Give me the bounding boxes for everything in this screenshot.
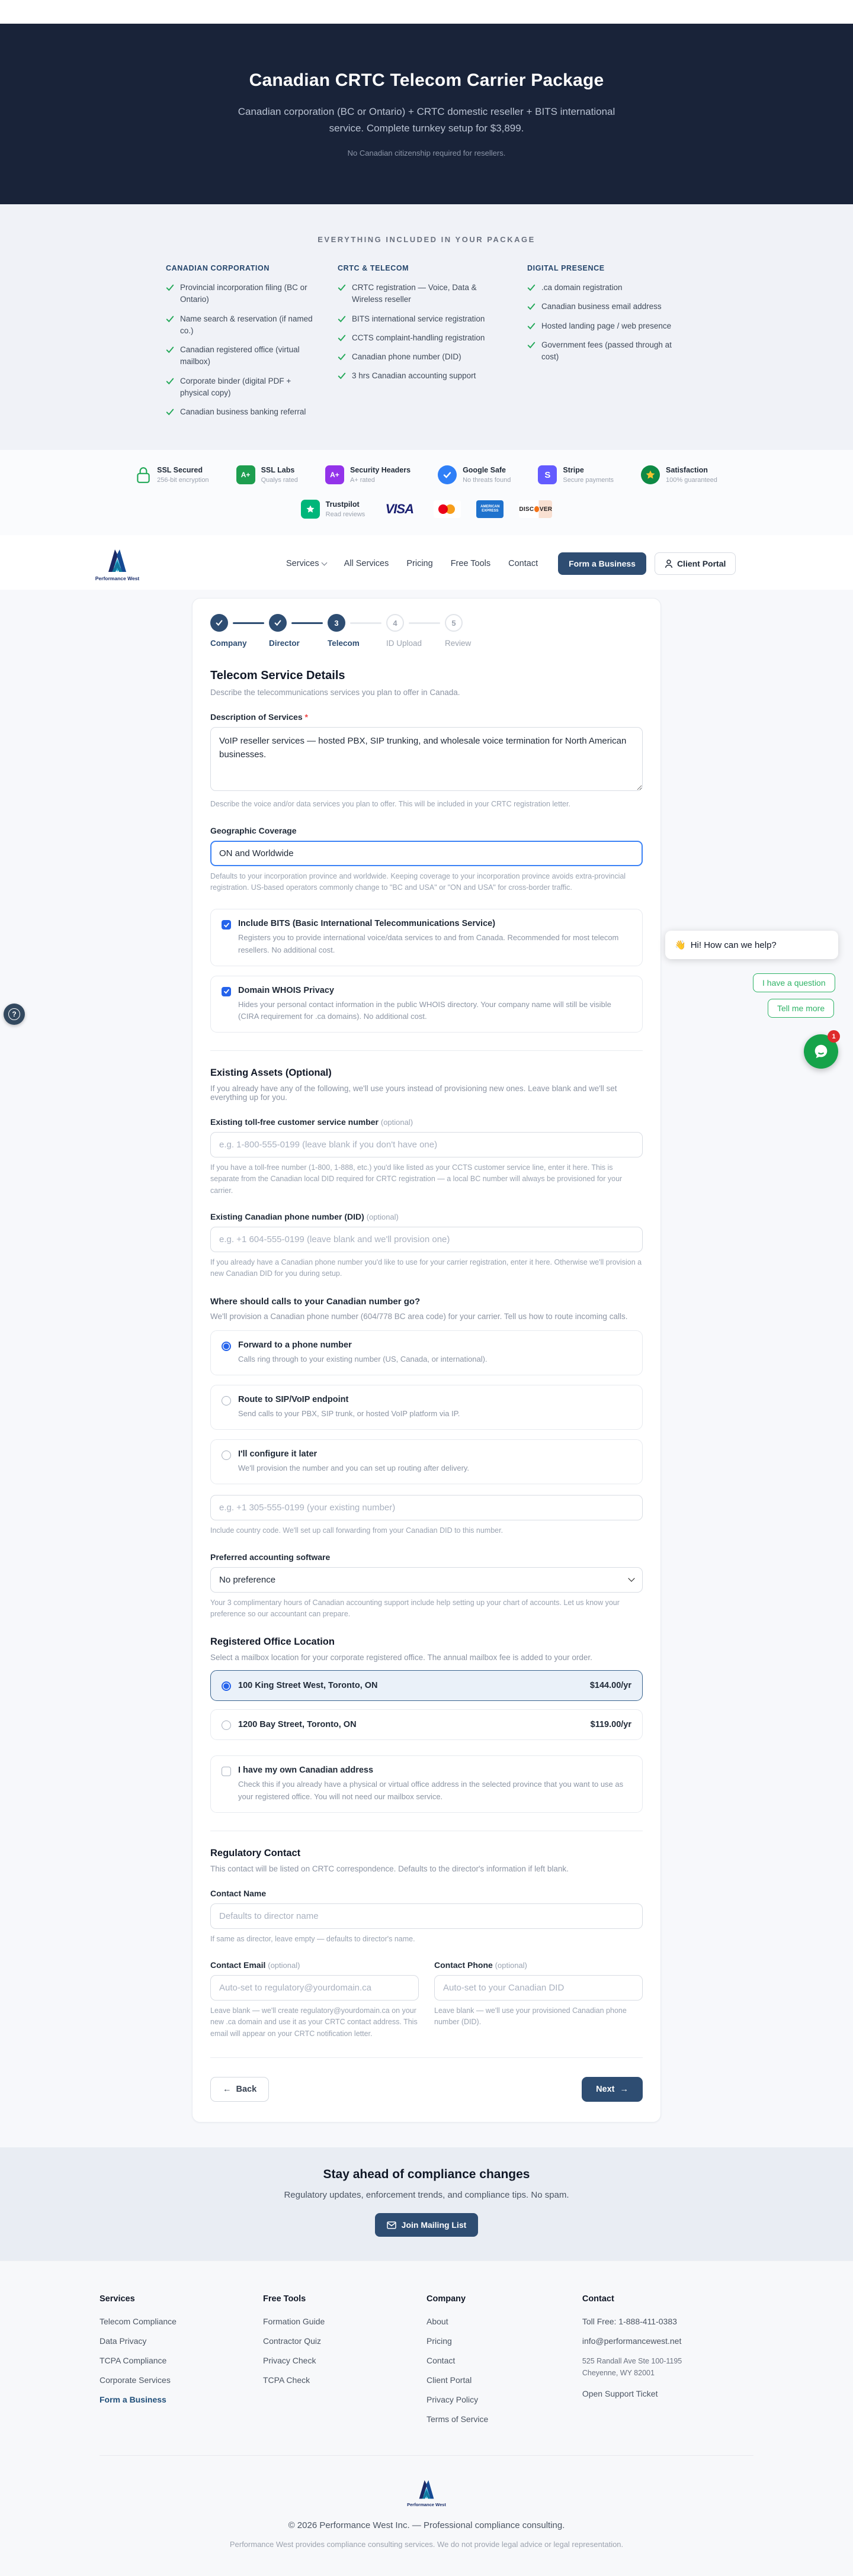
package-item: Canadian business email address [527, 301, 687, 313]
did-label: Existing Canadian phone number (DID) (optional) [210, 1212, 399, 1222]
contact-phone-input[interactable] [434, 1975, 643, 2001]
forward-number-input[interactable] [210, 1495, 643, 1520]
included-column-corporation: CANADIAN CORPORATION Provincial incorporation filing (BC or Ontario) Name search & reservation (if named co.) Canadian registered office (virtual mailbox) Corporate binder (digital PDF + physical copy) Canadian business banking referral [166, 264, 314, 425]
footer-link-form-a-business[interactable]: Form a Business [100, 2395, 166, 2405]
footer-email-link[interactable]: info@performancewest.net [582, 2336, 682, 2346]
helper-text: If you have a toll-free number (1-800, 1-888, etc.) you'd like listed as your CCTS customer service line, enter it here. This is separate from the Canadian local DID required for CRTC registration — a local BC number will always be provisioned for your carrier. [210, 1163, 623, 1195]
radio-unselected-icon[interactable] [222, 1396, 231, 1406]
routing-option-sip[interactable]: Route to SIP/VoIP endpoint Send calls to your PBX, SIP trunk, or hosted VoIP platform via IP. [210, 1385, 643, 1430]
nav-free-tools[interactable]: Free Tools [450, 559, 491, 569]
trust-badges-section [0, 450, 853, 535]
radio-unselected-icon[interactable] [222, 1720, 231, 1730]
footer-link[interactable]: Corporate Services [100, 2375, 171, 2385]
footer-link[interactable]: Client Portal [426, 2375, 472, 2385]
package-item: Canadian business banking referral [166, 406, 314, 418]
footer-link[interactable]: Contact [426, 2356, 456, 2366]
contact-email-input[interactable] [210, 1975, 419, 2001]
top-navbar [0, 535, 853, 590]
tollfree-input[interactable] [210, 1132, 643, 1157]
form-a-business-button[interactable]: Form a Business [558, 552, 646, 575]
helper-text: Defaults to your incorporation province and worldwide. Keeping coverage to your incorporation province avoids extra-provincial registration. US-based operators commonly change to "BC and USA" or "ON and USA" for cross-border traffic. [210, 871, 626, 892]
radio-selected-icon[interactable] [222, 1681, 231, 1691]
nav-all-services[interactable]: All Services [344, 559, 389, 569]
footer-column-company: Company About Pricing Contact Client Portal Privacy Policy Terms of Service [426, 2294, 582, 2434]
discover-circle-icon [534, 506, 538, 512]
client-portal-button[interactable]: Client Portal [655, 552, 736, 575]
package-item: Canadian phone number (DID) [338, 351, 504, 363]
office-subtitle: Select a mailbox location for your corporate registered office. The annual mailbox fee is added to your order. [210, 1653, 592, 1662]
accounting-label: Preferred accounting software [210, 1552, 331, 1562]
footer-column-contact: Contact Toll Free: 1-888-411-0383 info@performancewest.net 525 Randall Ave Ste 100-1195 Cheyenne, WY 82001 Open Support Ticket [582, 2294, 753, 2434]
amex-logo: AMERICAN EXPRESS [476, 500, 504, 518]
assets-subtitle: If you already have any of the following, we'll use yours instead of provisioning new ones. Leave blank and we'll set everything up for you. [210, 1083, 617, 1102]
package-item: Corporate binder (digital PDF + physical copy) [166, 375, 314, 400]
required-asterisk: * [304, 712, 308, 722]
regulatory-subtitle: This contact will be listed on CRTC correspondence. Defaults to the director's information if left blank. [210, 1864, 569, 1873]
routing-title: Where should calls to your Canadian number go? [210, 1296, 421, 1307]
office-title: Registered Office Location [210, 1636, 335, 1648]
checkbox-checked-icon[interactable] [222, 987, 231, 996]
mailing-list-cta [0, 2147, 853, 2260]
performance-west-logo-icon [104, 546, 131, 574]
hero-note: No Canadian citizenship required for resellers. [347, 149, 506, 158]
divider [210, 1050, 643, 1051]
footer-link[interactable]: Privacy Check [263, 2356, 316, 2366]
step-number: 4 [386, 614, 404, 632]
brand-logo[interactable]: Performance West [100, 546, 135, 581]
visa-logo: VISA [385, 501, 413, 517]
office-price: $119.00/yr [590, 1720, 631, 1730]
footer-copyright: © 2026 Performance West Inc. — Professional compliance consulting. [288, 2520, 565, 2531]
check-icon [527, 341, 535, 349]
helper-text: Leave blank — we'll create regulatory@yourdomain.ca on your new .ca domain and use it as your CRTC contact address. This email will appear on your CRTC notification letter. [210, 2006, 418, 2038]
contact-email-label: Contact Email (optional) [210, 1960, 300, 1970]
helper-text: Leave blank — we'll use your provisioned Canadian phone number (DID). [434, 2006, 627, 2027]
radio-selected-icon[interactable] [222, 1342, 231, 1351]
office-option-bay-street[interactable]: 1200 Bay Street, Toronto, ON $119.00/yr [210, 1709, 643, 1740]
package-item: BITS international service registration [338, 313, 504, 325]
check-icon [166, 377, 174, 385]
bits-option-card[interactable]: Include BITS (Basic International Telecommunications Service) Registers you to provide international voice/data services to and from Canada. Recommended for most telecom resellers. No additional cost. [210, 909, 643, 966]
mastercard-logo [434, 500, 461, 518]
question-mark-icon: ? [8, 1008, 20, 1020]
routing-subtitle: We'll provision a Canadian phone number (604/778 BC area code) for your carrier. Tell us how to route incoming calls. [210, 1311, 628, 1321]
next-button[interactable]: Next → [582, 2077, 643, 2102]
description-label: Description of Services * [210, 712, 308, 722]
contact-phone-label: Contact Phone (optional) [434, 1960, 527, 1970]
chevron-down-icon [321, 560, 327, 566]
regulatory-title: Regulatory Contact [210, 1847, 301, 1858]
arrow-right-icon: → [620, 2085, 628, 2095]
mail-icon [387, 2221, 396, 2229]
package-item: Name search & reservation (if named co.) [166, 313, 314, 337]
check-icon [338, 353, 346, 361]
form-subtitle: Describe the telecommunications services you plan to offer in Canada. [210, 688, 460, 697]
badge-ssl-labs: A+ SSL Labs Qualys rated [236, 465, 298, 484]
check-icon [338, 372, 346, 380]
step-number: 3 [328, 614, 345, 632]
badge-stripe: S Stripe Secure payments [538, 465, 614, 484]
footer-column-services: Services Telecom Compliance Data Privacy TCPA Compliance Corporate Services Form a Business [100, 2294, 263, 2434]
ssl-labs-icon: A+ [236, 465, 255, 484]
badge-security-headers: A+ Security Headers A+ rated [325, 465, 411, 484]
footer-link[interactable]: Data Privacy [100, 2336, 147, 2346]
shield-check-icon [438, 465, 457, 484]
arrow-left-icon: ← [223, 2085, 232, 2095]
step-id-upload[interactable]: 4 ID Upload [386, 614, 445, 648]
wave-emoji-icon: 👋 [675, 940, 686, 950]
contact-name-input[interactable] [210, 1903, 643, 1929]
star-icon [641, 465, 660, 484]
badge-google-safe: Google Safe No threats found [438, 465, 511, 484]
helper-text: If you already have a Canadian phone number you'd like to use for your carrier registration, enter it here. Otherwise we'll provision a new Canadian DID for you during setup. [210, 1258, 642, 1278]
checkbox-unchecked-icon[interactable] [222, 1767, 231, 1776]
own-address-card[interactable]: I have my own Canadian address Check this if you already have a physical or virtual office address in the selected province that you want to use as your registered office. You will not need our mailbox service. [210, 1755, 643, 1812]
description-textarea[interactable] [210, 727, 643, 791]
check-icon [527, 284, 535, 292]
assets-title: Existing Assets (Optional) [210, 1067, 332, 1078]
page-title: Canadian CRTC Telecom Carrier Package [249, 70, 604, 90]
radio-unselected-icon[interactable] [222, 1451, 231, 1460]
checkbox-checked-icon[interactable] [222, 920, 231, 930]
wizard-stepper [210, 614, 643, 648]
footer-logo: Performance West [407, 2477, 446, 2507]
package-item: Canadian registered office (virtual mailbox) [166, 344, 314, 368]
check-icon [338, 315, 346, 323]
hero-subtitle: Canadian corporation (BC or Ontario) + CRTC domestic reseller + BITS international service. Complete turnkey setup for $3,899. [238, 105, 615, 134]
step-telecom[interactable]: 3 Telecom [328, 614, 386, 648]
package-item: CCTS complaint-handling registration [338, 332, 504, 344]
footer-disclaimer: Performance West provides compliance consulting services. We do not provide legal advice or legal representation. [229, 2540, 624, 2549]
check-icon [527, 303, 535, 311]
included-column-digital: DIGITAL PRESENCE .ca domain registration Canadian business email address Hosted landing page / web presence Government fees (passed through at cost) [527, 264, 687, 425]
trustpilot-star-icon [301, 500, 320, 519]
chat-quick-reply-tell-me-more[interactable]: Tell me more [768, 999, 834, 1018]
footer-link[interactable]: Formation Guide [263, 2317, 325, 2327]
hero-banner [0, 24, 853, 204]
check-icon [338, 284, 346, 292]
step-company[interactable]: Company [210, 614, 269, 648]
footer-phone-link[interactable]: Toll Free: 1-888-411-0383 [582, 2317, 677, 2327]
accounting-select[interactable]: No preference [210, 1567, 643, 1593]
badge-trustpilot[interactable]: Trustpilot Read reviews [301, 500, 365, 519]
discover-logo: DISC VER [519, 500, 552, 518]
check-icon [166, 284, 174, 292]
cta-subtitle: Regulatory updates, enforcement trends, and compliance tips. No spam. [284, 2190, 569, 2201]
check-icon [338, 334, 346, 342]
footer-link[interactable]: Privacy Policy [426, 2395, 479, 2405]
nav-services[interactable]: Services [286, 559, 326, 568]
package-item: Hosted landing page / web presence [527, 320, 687, 332]
included-column-telecom: CRTC & TELECOM CRTC registration — Voice, Data & Wireless reseller BITS international service registration CCTS complaint-handling registration Canadian phone number (DID) 3 hrs Canadian accounting support [338, 264, 504, 425]
coverage-input[interactable] [210, 841, 643, 866]
package-item: .ca domain registration [527, 282, 687, 294]
nav-contact[interactable]: Contact [508, 559, 538, 569]
footer-link[interactable]: Contractor Quiz [263, 2336, 322, 2346]
accessibility-help-button[interactable] [4, 1004, 25, 1025]
chat-greeting-bubble[interactable]: 👋 Hi! How can we help? [665, 931, 838, 959]
step-review[interactable]: 5 Review [445, 614, 504, 648]
footer-link[interactable]: Telecom Compliance [100, 2317, 177, 2327]
office-price: $144.00/yr [589, 1681, 631, 1691]
step-check-icon [210, 614, 228, 632]
badge-ssl-secured: SSL Secured 256-bit encryption [136, 466, 209, 484]
security-headers-icon: A+ [325, 465, 344, 484]
footer-link[interactable]: About [426, 2317, 448, 2327]
whois-option-card[interactable]: Domain WHOIS Privacy Hides your personal contact information in the public WHOIS directory. Your company name will still be visible (CIRA requirement for .ca domains). No additional cost. [210, 976, 643, 1033]
wizard-card [192, 598, 661, 2122]
user-icon [665, 559, 673, 568]
chat-unread-badge: 1 [828, 1030, 840, 1043]
package-item: Government fees (passed through at cost) [527, 339, 687, 364]
performance-west-logo-icon [415, 2477, 438, 2501]
badge-satisfaction: Satisfaction 100% guaranteed [641, 465, 717, 484]
check-icon [166, 315, 174, 323]
cta-title: Stay ahead of compliance changes [323, 2167, 530, 2182]
office-option-king-street[interactable]: 100 King Street West, Toronto, ON $144.00/yr [210, 1670, 643, 1701]
check-icon [166, 346, 174, 354]
check-icon [527, 322, 535, 330]
package-included-section [0, 204, 853, 450]
footer-address: 525 Randall Ave Ste 100-1195 Cheyenne, WY 82001 [582, 2357, 682, 2377]
step-director[interactable]: Director [269, 614, 328, 648]
form-title: Telecom Service Details [210, 669, 345, 683]
chevron-down-icon [628, 1575, 634, 1581]
divider [210, 2057, 643, 2058]
package-item: CRTC registration — Voice, Data & Wireless reseller [338, 282, 504, 306]
did-input[interactable] [210, 1227, 643, 1252]
chat-bubble-icon [812, 1043, 830, 1060]
helper-text: Describe the voice and/or data services you plan to offer. This will be included in your CRTC registration letter. [210, 800, 570, 809]
step-number: 5 [445, 614, 463, 632]
footer-link[interactable]: TCPA Check [263, 2375, 310, 2385]
page-footer [0, 2260, 853, 2576]
join-mailing-list-button[interactable]: Join Mailing List [375, 2213, 479, 2237]
footer-link[interactable]: TCPA Compliance [100, 2356, 167, 2366]
included-heading: EVERYTHING INCLUDED IN YOUR PACKAGE [318, 235, 535, 244]
coverage-label: Geographic Coverage [210, 825, 297, 835]
tollfree-label: Existing toll-free customer service number (optional) [210, 1117, 413, 1127]
helper-text: If same as director, leave empty — defaults to director's name. [210, 1934, 415, 1943]
routing-option-forward[interactable]: Forward to a phone number Calls ring through to your existing number (US, Canada, or international). [210, 1330, 643, 1375]
package-item: 3 hrs Canadian accounting support [338, 370, 504, 382]
lock-icon [136, 466, 151, 484]
footer-link[interactable]: Terms of Service [426, 2414, 489, 2424]
back-button[interactable]: ← Back [210, 2077, 269, 2102]
chat-quick-reply-question[interactable]: I have a question [753, 973, 835, 992]
main-content [0, 590, 853, 2147]
nav-pricing[interactable]: Pricing [406, 559, 433, 569]
nav-links [286, 559, 538, 568]
step-check-icon [269, 614, 287, 632]
package-item: Provincial incorporation filing (BC or Ontario) [166, 282, 314, 306]
footer-column-free-tools: Free Tools Formation Guide Contractor Quiz Privacy Check TCPA Check [263, 2294, 426, 2434]
helper-text: Your 3 complimentary hours of Canadian accounting support include help setting up your chart of accounts. Let us know your preference so our accountant can prepare. [210, 1598, 620, 1618]
contact-name-label: Contact Name [210, 1888, 267, 1898]
footer-support-link[interactable]: Open Support Ticket [582, 2388, 658, 2398]
footer-link[interactable]: Pricing [426, 2336, 452, 2346]
routing-option-later[interactable]: I'll configure it later We'll provision the number and you can set up routing after delivery. [210, 1439, 643, 1484]
check-icon [166, 408, 174, 416]
helper-text: Include country code. We'll set up call forwarding from your Canadian DID to this number. [210, 1526, 504, 1535]
stripe-icon: S [538, 465, 557, 484]
